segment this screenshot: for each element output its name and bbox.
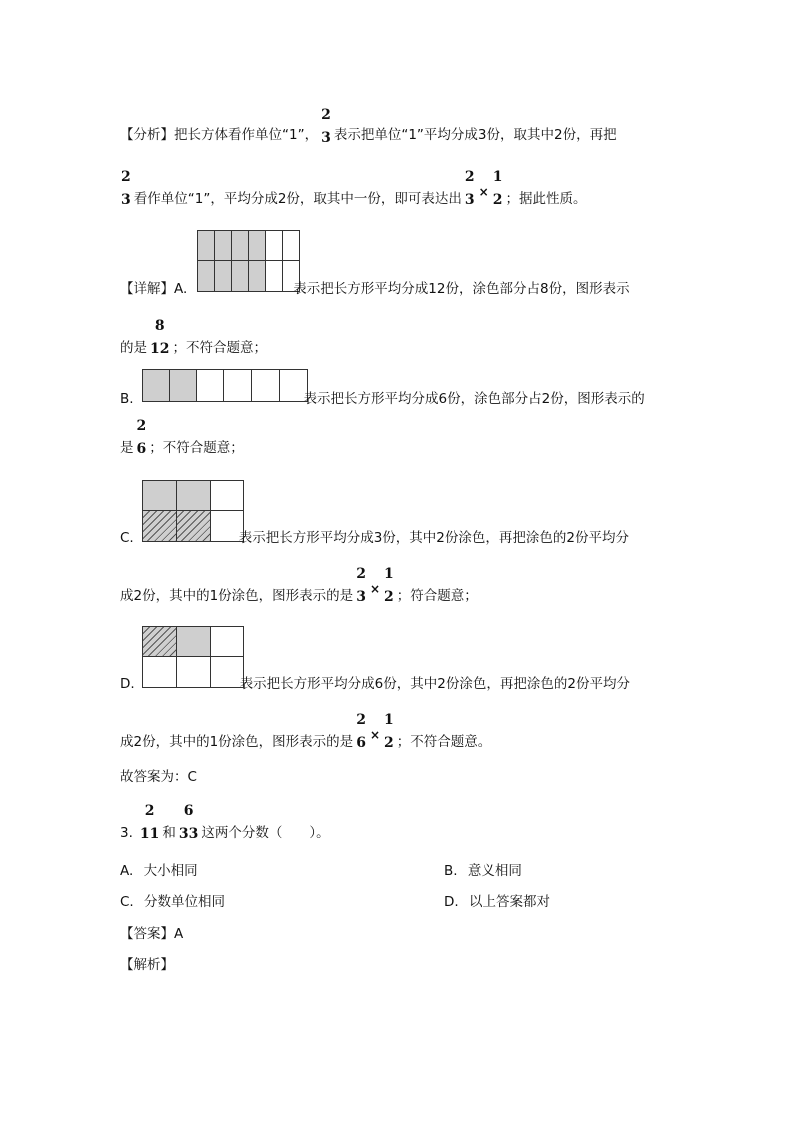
choice-b-letter: B. (444, 863, 458, 879)
question-stem-text: 这两个分数（ ）。 (201, 825, 330, 841)
detail-c-text-3: ；符合题意； (396, 588, 478, 604)
question-and: 和 (162, 825, 176, 841)
choice-c[interactable] (120, 893, 225, 911)
detail-b-text-3: ；不符合题意； (149, 440, 244, 456)
choice-d-text: 以上答案都对 (468, 894, 550, 910)
detail-d-text-1: 表示把长方形平均分成6份，其中2份涂色，再把涂色的2份平均分 (239, 676, 630, 692)
choice-a-text: 大小相同 (143, 863, 198, 879)
choice-b-text: 意义相同 (467, 863, 522, 879)
option-c-letter: C. (120, 530, 134, 546)
choice-c-text: 分数单位相同 (144, 894, 226, 910)
choice-b[interactable] (444, 862, 522, 880)
analysis-text-4: ；据此性质。 (505, 191, 587, 207)
detail-b-line-2 (120, 419, 244, 457)
fraction-two-thirds: 2 3 (121, 169, 131, 208)
analysis-text-2: 表示把单位“1”平均分成3份，取其中2份，再把 (333, 127, 617, 143)
detail-c-text-2: 成2份，其中的1份涂色，图形表示的是 (120, 588, 354, 604)
fraction-two-thirds: 2 3 (464, 169, 475, 208)
explanation-line (120, 956, 174, 974)
fraction-eight-twelfths: 8 12 (150, 318, 170, 357)
detail-b-line-1 (120, 390, 645, 408)
choice-c-letter: C. (120, 894, 134, 910)
choice-d-letter: D. (444, 894, 459, 910)
detail-a-text-2: 的是 (120, 340, 147, 356)
option-a-letter: A. (174, 281, 188, 297)
explanation-label: 【解析】 (120, 957, 174, 973)
detail-c-line-1 (120, 529, 629, 547)
detail-b-text-1: 表示把长方形平均分成6份，涂色部分占2份，图形表示的 (303, 391, 645, 407)
detail-a-line-1 (120, 280, 630, 298)
choice-a-letter: A. (120, 863, 134, 879)
fraction-six-thirty-thirds: 6 33 (178, 803, 199, 842)
fraction-two-sixths: 2 6 (136, 418, 147, 457)
analysis-line-1 (120, 108, 617, 144)
fraction-two-sixths: 2 6 (356, 712, 366, 751)
answer-label: 【答案】 (120, 926, 174, 942)
times-sign: × (369, 728, 380, 742)
detail-label: 【详解】 (120, 281, 174, 297)
choice-d[interactable] (444, 893, 550, 911)
detail-a-text-3: ；不符合题意； (172, 340, 267, 356)
fraction-one-half: 1 2 (492, 169, 503, 208)
times-sign: × (369, 582, 380, 596)
choice-a[interactable] (120, 862, 198, 880)
analysis-label: 【分析】 (120, 127, 174, 143)
detail-d-line-2 (120, 713, 491, 751)
analysis-text-3: 看作单位“1”，平均分成2份，取其中一份，即可表达出 (133, 191, 462, 207)
question-number: 3. (120, 825, 133, 841)
detail-b-text-2: 是 (120, 440, 134, 456)
conclusion-text: 故答案为：C (120, 769, 197, 785)
question-3-stem (120, 804, 330, 842)
option-b-letter: B. (120, 391, 134, 407)
detail-d-text-2: 成2份，其中的1份涂色，图形表示的是 (120, 734, 354, 750)
answer-line (120, 925, 183, 943)
detail-c-text-1: 表示把长方形平均分成3份，其中2份涂色，再把涂色的2份平均分 (238, 530, 629, 546)
detail-a-line-2 (120, 319, 267, 357)
answer-value: A (174, 926, 184, 942)
fraction-one-half: 1 2 (384, 566, 394, 605)
conclusion-line (120, 768, 197, 786)
detail-d-text-3: ；不符合题意。 (396, 734, 492, 750)
fraction-one-half: 1 2 (384, 712, 394, 751)
detail-a-text-1: 表示把长方形平均分成12份，涂色部分占8份，图形表示 (293, 281, 630, 297)
analysis-text-1: 把长方体看作单位“1”， (174, 127, 319, 143)
fraction-two-thirds: 2 3 (321, 107, 331, 146)
analysis-line-2 (120, 170, 586, 208)
detail-c-line-2 (120, 567, 478, 605)
fraction-two-elevenths: 2 11 (139, 803, 160, 842)
option-d-letter: D. (120, 676, 135, 692)
detail-d-line-1 (120, 675, 630, 693)
fraction-two-thirds: 2 3 (356, 566, 366, 605)
times-sign: × (478, 185, 489, 199)
